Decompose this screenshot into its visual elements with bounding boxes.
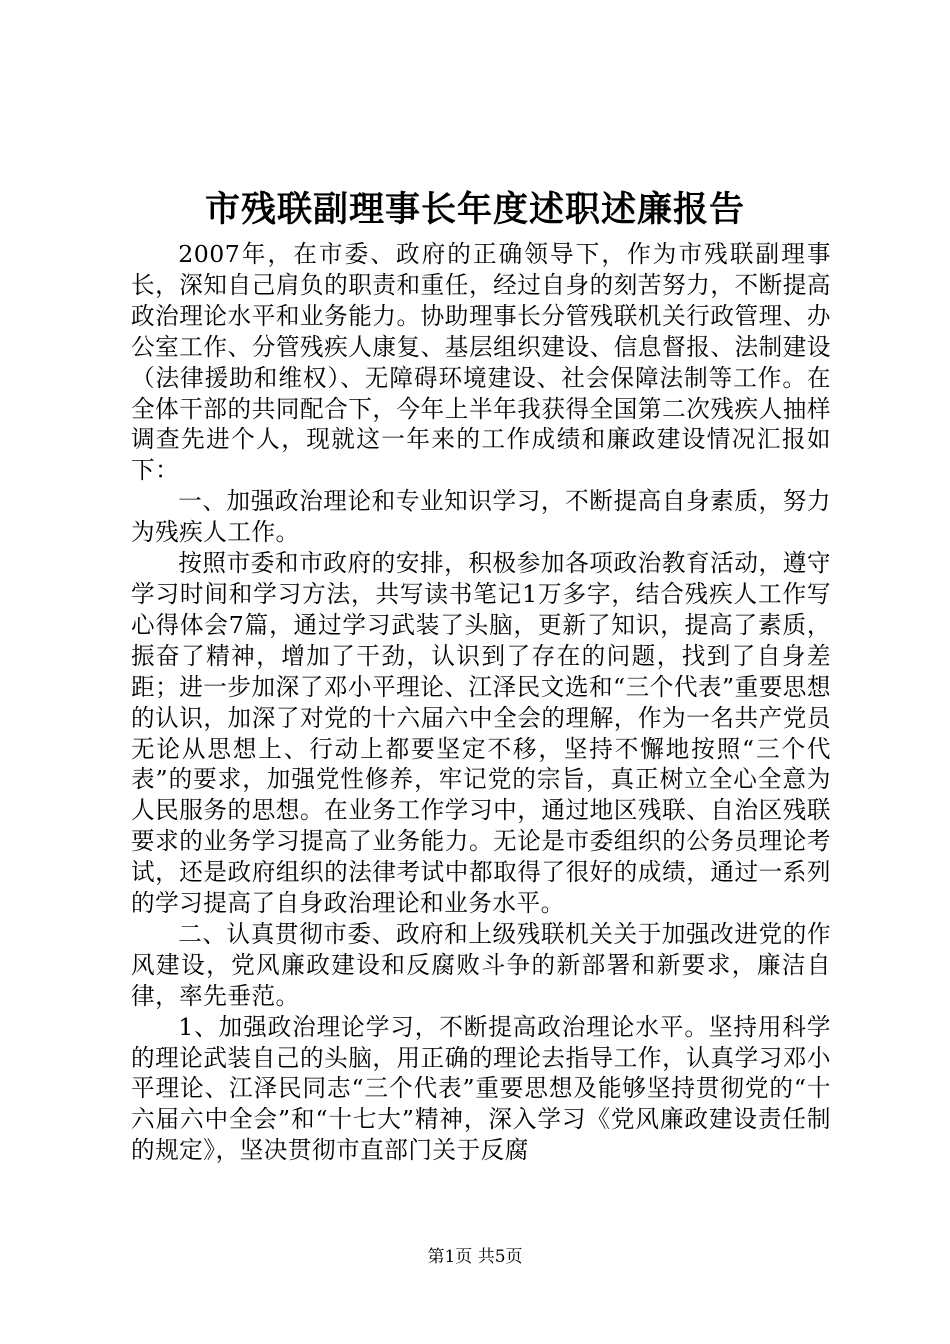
page-number-footer: 第1页 共5页: [427, 1247, 523, 1267]
document-title: 市残联副理事长年度述职述廉报告: [204, 189, 745, 230]
paragraph-section-2-heading: 二、认真贯彻市委、政府和上级残联机关关于加强改进党的作风建设，党风廉政建设和反腐败斗争的新部署和新要求，廉洁自律，率先垂范。: [131, 919, 831, 1010]
paragraph-section-1-heading: 一、加强政治理论和专业知识学习，不断提高自身素质，努力为残疾人工作。: [131, 487, 831, 547]
document-body: [131, 239, 831, 1166]
paragraph-item-1: 1、加强政治理论学习，不断提高政治理论水平。坚持用科学的理论武装自己的头脑，用正确的理论去指导工作，认真学习邓小平理论、江泽民同志“三个代表”重要思想及能够坚持贯彻党的“十六届六中全会”和“十七大”精神，深入学习《党风廉政建设责任制的规定》，坚决贯彻市直部门关于反腐: [131, 1012, 831, 1165]
paragraph-study: 按照市委和市政府的安排，积极参加各项政治教育活动，遵守学习时间和学习方法，共写读书笔记1万多字，结合残疾人工作写心得体会7篇，通过学习武装了头脑，更新了知识，提高了素质，振奋了精神，增加了干劲，认识到了存在的问题，找到了自身差距；进一步加深了邓小平理论、江泽民文选和“三个代表”重要思想的认识，加深了对党的十六届六中全会的理解，作为一名共产党员无论从思想上、行动上都要坚定不移，坚持不懈地按照“三个代表”的要求，加强党性修养，牢记党的宗旨，真正树立全心全意为人民服务的思想。在业务工作学习中，通过地区残联、自治区残联要求的业务学习提高了业务能力。无论是市委组织的公务员理论考试，还是政府组织的法律考试中都取得了很好的成绩，通过一系列的学习提高了自身政治理论和业务水平。: [131, 549, 831, 918]
paragraph-intro: 2007年，在市委、政府的正确领导下，作为市残联副理事长，深知自己肩负的职责和重任，经过自身的刻苦努力，不断提高政治理论水平和业务能力。协助理事长分管残联机关行政管理、办公室工作、分管残疾人康复、基层组织建设、信息督报、法制建设（法律援助和维权）、无障碍环境建设、社会保障法制等工作。在全体干部的共同配合下，今年上半年我获得全国第二次残疾人抽样调查先进个人，现就这一年来的工作成绩和廉政建设情况汇报如下：: [131, 240, 831, 485]
